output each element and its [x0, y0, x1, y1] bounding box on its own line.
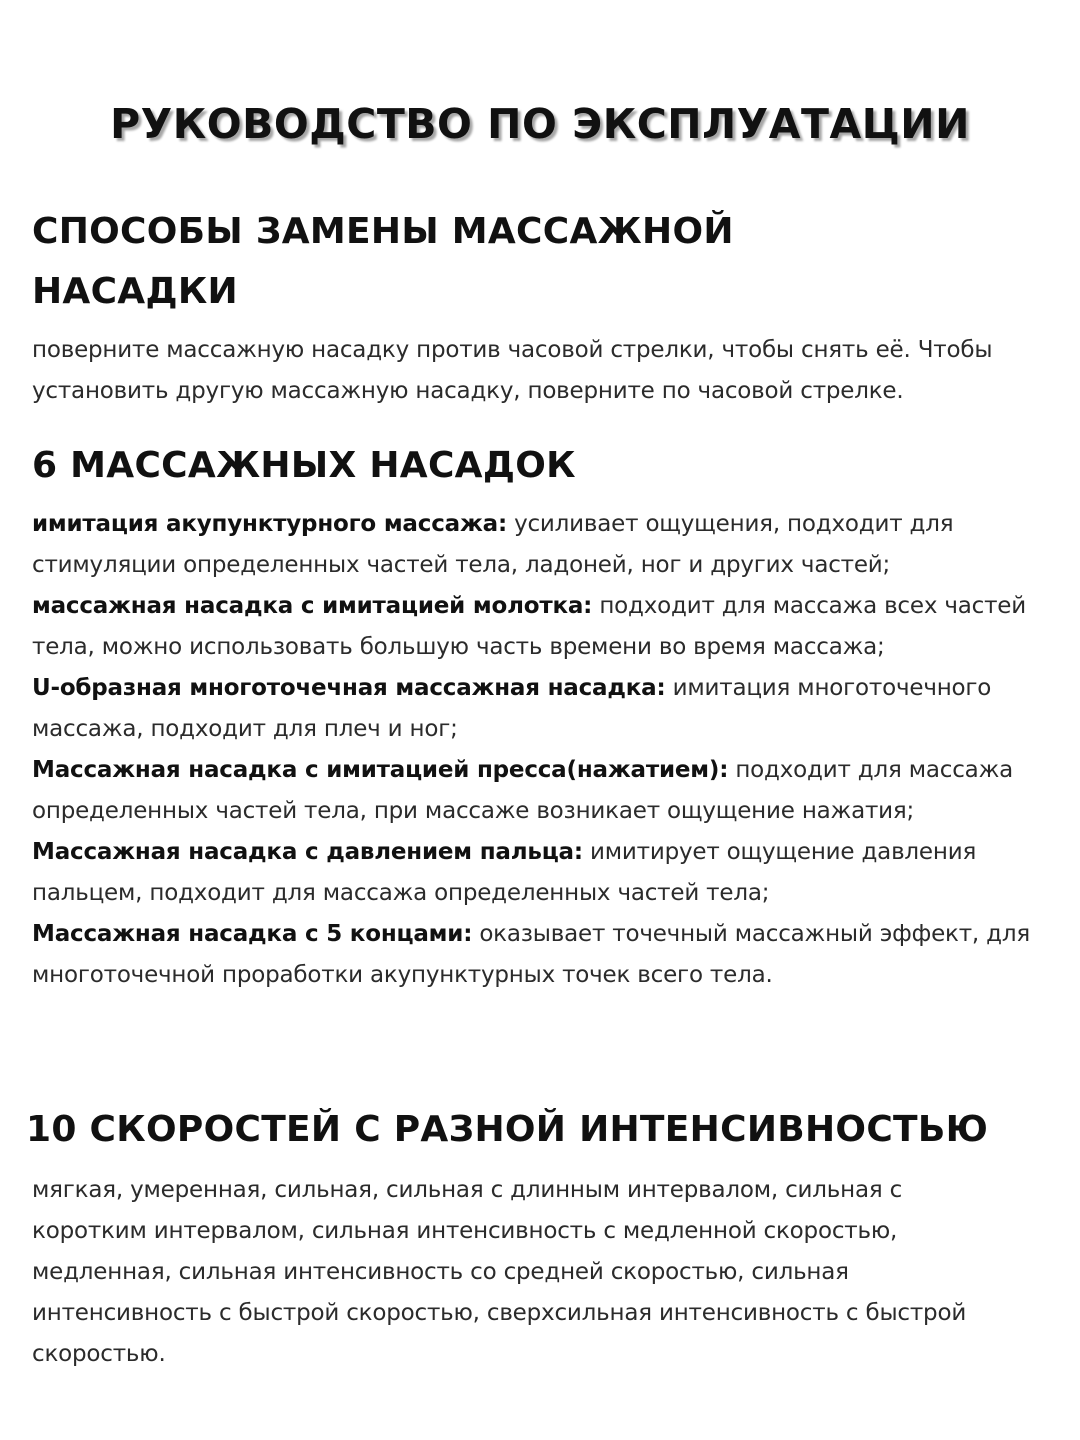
attachment-description: усиливает ощущения, подходит для стимуляции определенных частей тела, ладоней, ног и других частей;	[32, 511, 954, 578]
section-heading-replace-line2: НАСАДКИ	[32, 271, 238, 312]
attachment-description: оказывает точечный массажный эффект, для многоточечной проработки акупунктурных точек всего тела.	[32, 921, 1030, 988]
attachment-item	[32, 668, 1062, 750]
replace-instructions-line2: установить другую массажную насадку, поверните по часовой стрелке.	[32, 378, 904, 404]
page-title: РУКОВОДСТВО ПО ЭКСПЛУАТАЦИИ	[110, 100, 970, 148]
section-heading-replace	[32, 202, 792, 322]
section-heading-replace-line1: СПОСОБЫ ЗАМЕНЫ МАССАЖНОЙ	[32, 211, 734, 252]
attachment-term: Массажная насадка с давлением пальца:	[32, 839, 583, 865]
section-heading-attachments: 6 МАССАЖНЫХ НАСАДОК	[32, 445, 576, 486]
replace-instructions-line1: поверните массажную насадку против часовой стрелки, чтобы снять её. Чтобы	[32, 337, 993, 363]
attachment-description: подходит для массажа определенных частей тела, при массаже возникает ощущение нажатия;	[32, 757, 1013, 824]
attachment-term: имитация акупунктурного массажа:	[32, 511, 507, 537]
replace-instructions	[32, 330, 1062, 412]
attachment-item	[32, 586, 1062, 668]
attachment-item	[32, 750, 1062, 832]
attachment-description: имитирует ощущение давления пальцем, подходит для массажа определенных частей тела;	[32, 839, 977, 906]
attachment-description: подходит для массажа всех частей тела, можно использовать большую часть времени во время массажа;	[32, 593, 1026, 660]
attachment-term: Массажная насадка с имитацией пресса(нажатием):	[32, 757, 729, 783]
attachment-item	[32, 914, 1062, 996]
attachment-list	[32, 504, 1062, 996]
speeds-description: мягкая, умеренная, сильная, сильная с длинным интервалом, сильная с коротким интервалом, сильная интенсивность с медленной скоростью, медленная, сильная интенсивность со средней скоростью, сильная интенсивность с быстрой скоростью, сверхсильная интенсивность с быстрой скоростью.	[32, 1177, 967, 1367]
attachment-term: U-образная многоточечная массажная насадка:	[32, 675, 666, 701]
section-heading-speeds: 10 СКОРОСТЕЙ С РАЗНОЙ ИНТЕНСИВНОСТЬЮ	[26, 1109, 989, 1150]
attachment-item	[32, 832, 1062, 914]
attachment-term: Массажная насадка с 5 концами:	[32, 921, 473, 947]
attachment-item	[32, 504, 1062, 586]
attachment-term: массажная насадка с имитацией молотка:	[32, 593, 593, 619]
attachment-description: имитация многоточечного массажа, подходит для плеч и ног;	[32, 675, 992, 742]
